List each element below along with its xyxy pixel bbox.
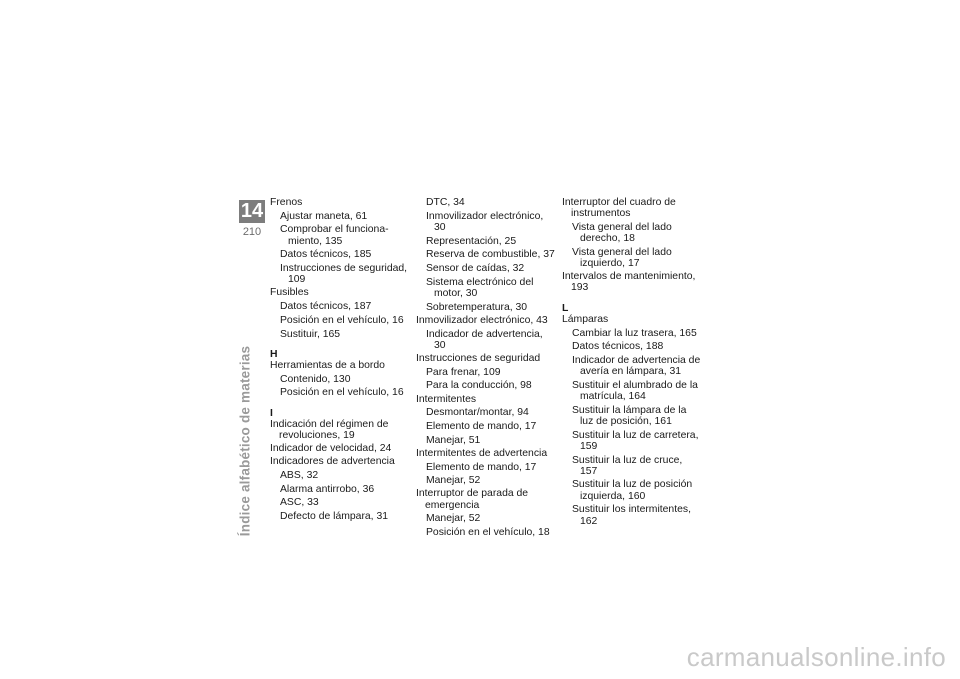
section-letter-l: L <box>562 302 569 314</box>
index-entry-indicadores: Indicadores de advertencia ABS, 32 Alarma antirrobo, 36 ASC, 33 Defecto de lámpara, 31 <box>270 456 410 522</box>
index-subentry: Sustituir la lámpara de la luz de posición, 161 <box>572 404 687 427</box>
index-subentry: Defecto de lámpara, 31 <box>280 511 389 523</box>
index-entry-fusibles: Fusibles Datos técnicos, 187 Posición en el vehículo, 16 Sustituir, 165 <box>270 287 410 339</box>
index-entry-continued <box>416 197 556 313</box>
index-subentry: Sustituir, 165 <box>280 328 341 340</box>
index-subentry: Posición en el vehículo, 16 <box>280 314 404 326</box>
side-title: Índice alfabético de materias <box>237 345 253 537</box>
index-entry-interruptor-parada: Interruptor de parada de emergencia Manejar, 52 Posición en el vehículo, 18 <box>416 488 556 538</box>
index-subentry: Ajustar maneta, 61 <box>280 210 368 222</box>
index-subentry: Sustituir la luz de cruce, 157 <box>572 454 683 477</box>
index-subentry: Sistema electrónico del motor, 30 <box>426 276 534 299</box>
index-entry-instrucciones: Instrucciones de seguridad Para frenar, 109 Para la conducción, 98 <box>416 353 556 392</box>
index-subentry: ASC, 33 <box>280 497 319 509</box>
index-subentry: Comprobar el funciona-miento, 135 <box>280 224 389 247</box>
index-entry-frenos: Frenos Ajustar maneta, 61 Comprobar el funciona-miento, 135 Datos técnicos, 185 Instrucciones de seguridad, 109 <box>270 197 410 285</box>
index-subentry: Sustituir la luz de carretera, 159 <box>572 429 699 452</box>
index-subentry: Alarma antirrobo, 36 <box>280 483 375 495</box>
index-column-3 <box>562 197 702 527</box>
index-subentry: Manejar, 51 <box>426 434 481 446</box>
index-subentry: Indicador de advertencia de avería en lámpara, 31 <box>572 354 701 378</box>
index-subentry: Datos técnicos, 188 <box>572 341 664 353</box>
index-entry-intervalos: Intervalos de mantenimiento, 193 <box>562 271 696 294</box>
index-entry-indicacion: Indicación del régimen de revoluciones, 19 <box>270 418 389 441</box>
index-subentry: Vista general del lado derecho, 18 <box>572 221 672 245</box>
index-subentry: Manejar, 52 <box>426 513 481 525</box>
index-entry-intermitentes: Intermitentes Desmontar/montar, 94 Elemento de mando, 17 Manejar, 51 <box>416 394 556 446</box>
index-subentry: Para la conducción, 98 <box>426 380 532 392</box>
index-entry-herramientas: Herramientas de a bordo Contenido, 130 Posición en el vehículo, 16 <box>270 360 410 399</box>
index-entry-lamparas: Lámparas Cambiar la luz trasera, 165 Datos técnicos, 188 Indicador de advertencia de avería en lámpara, 31 Sustituir el alumbrado de la matrícula, 164 Sustituir la lámpara de la luz de posición, 161 Sustituir la luz de carretera, 159 Sustituir la luz de cruce, 157 Sustituir la luz de posición izquierda, 160 Sustituir los intermitentes, 162 <box>562 313 701 527</box>
index-subentry: Sensor de caídas, 32 <box>426 263 525 275</box>
index-subentry: Posición en el vehículo, 16 <box>280 387 404 399</box>
section-letter-h: H <box>270 348 278 360</box>
index-subentry: DTC, 34 <box>426 197 465 208</box>
index-subentry: Sobretemperatura, 30 <box>426 301 528 313</box>
index-column-2 <box>416 197 556 538</box>
index-subentry: Inmovilizador electrónico, 30 <box>426 210 544 233</box>
index-entry-intermitentes-advertencia: Intermitentes de advertencia Elemento de mando, 17 Manejar, 52 <box>416 448 556 487</box>
index-subentry: Datos técnicos, 187 <box>280 301 372 313</box>
index-subentry: Instrucciones de seguridad, 109 <box>280 263 408 286</box>
index-subentry: Desmontar/montar, 94 <box>426 407 529 419</box>
index-subentry: Sustituir los intermitentes, 162 <box>572 504 691 527</box>
index-subentry: Indicador de advertencia, 30 <box>426 328 543 351</box>
page-number: 210 <box>242 226 262 238</box>
index-column-1 <box>270 197 410 522</box>
watermark: carmanualsonline.info <box>686 642 946 672</box>
index-entry-interruptor-cuadro: Interruptor del cuadro de instrumentos Vista general del lado derecho, 18 Vista general del lado izquierdo, 17 <box>562 197 702 269</box>
index-subentry: Para frenar, 109 <box>426 366 501 378</box>
index-subentry: Elemento de mando, 17 <box>426 420 537 432</box>
index-entry-inmovilizador: Inmovilizador electrónico, 43 Indicador de advertencia, 30 <box>416 315 556 351</box>
index-subentry: ABS, 32 <box>280 470 319 482</box>
index-subentry: Posición en el vehículo, 18 <box>426 527 550 539</box>
index-subentry: Sustituir el alumbrado de la matrícula, 164 <box>572 379 698 403</box>
index-subentry: Reserva de combustible, 37 <box>426 249 555 261</box>
index-subentry: Representación, 25 <box>426 235 517 247</box>
index-subentry: Contenido, 130 <box>280 373 351 385</box>
index-subentry: Vista general del lado izquierdo, 17 <box>572 246 672 270</box>
index-subentry: Manejar, 52 <box>426 475 481 487</box>
chapter-number: 14 <box>240 200 264 222</box>
index-subentry: Cambiar la luz trasera, 165 <box>572 327 697 339</box>
index-entry-indicador-velocidad: Indicador de velocidad, 24 <box>270 443 392 455</box>
index-subentry: Sustituir la luz de posición izquierda, 160 <box>572 479 693 502</box>
section-letter-i: I <box>270 407 273 419</box>
index-subentry: Elemento de mando, 17 <box>426 461 537 473</box>
index-subentry: Datos técnicos, 185 <box>280 249 372 261</box>
